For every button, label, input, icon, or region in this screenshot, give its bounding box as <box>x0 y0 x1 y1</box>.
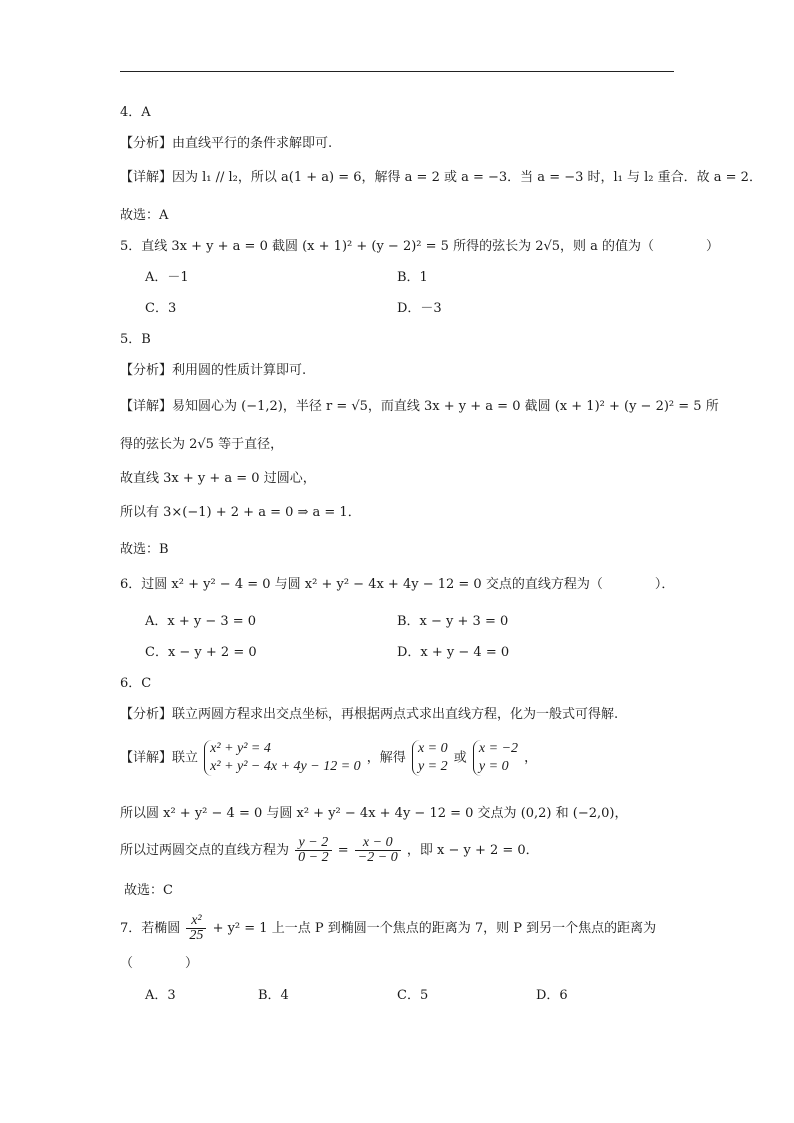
choice-6: 故选：C <box>124 883 173 898</box>
detail-5-line3: 故直线 3x + y + a = 0 过圆心， <box>120 471 316 486</box>
ellipse-fraction-denominator: 25 <box>189 928 204 943</box>
q5-option-c: C．3 <box>145 301 177 316</box>
analysis-6: 【分析】联立两圆方程求出交点坐标，再根据两点式求出直线方程，化为一般式可得解. <box>120 707 619 722</box>
system-eq-2: x² + y² − 4x + 4y − 12 = 0 <box>210 759 361 774</box>
ellipse-fraction-numerator: x² <box>186 914 206 929</box>
analysis-4: 【分析】由直线平行的条件求解即可. <box>120 136 333 151</box>
q7-option-b: B．4 <box>258 988 289 1003</box>
solution-1-x: x = 0 <box>417 741 448 756</box>
q6-option-c: C．x − y + 2 = 0 <box>145 645 257 660</box>
question-5: 5．直线 3x + y + a = 0 截圆 (x + 1)² + (y − 2)² = 5 所得的弦长为 2√5，则 a 的值为（ ） <box>120 239 720 254</box>
detail-4: 【详解】因为 l₁ // l₂，所以 a(1 + a) = 6，解得 a = 2 或 a = −3．当 a = −3 时，l₁ 与 l₂ 重合．故 a = 2． <box>120 170 762 185</box>
solve-text: ，解得 <box>366 750 406 766</box>
question-6: 6．过圆 x² + y² − 4 = 0 与圆 x² + y² − 4x + 4y − 12 = 0 交点的直线方程为（ ）． <box>120 577 675 592</box>
equals-sign: = <box>337 843 349 858</box>
detail-5-line4: 所以有 3×(−1) + 2 + a = 0 ⇒ a = 1． <box>120 505 361 520</box>
fraction-x <box>355 836 401 865</box>
answer-4: 4．A <box>120 105 151 120</box>
fraction-x-numerator: x − 0 <box>355 836 401 851</box>
ellipse-fraction <box>186 914 206 943</box>
choice-5: 故选：B <box>120 542 169 557</box>
equation-system <box>204 740 361 776</box>
q7-option-d: D．6 <box>536 988 568 1003</box>
line-eq-prefix: 所以过两圆交点的直线方程为 <box>120 843 290 858</box>
detail-6-intersections: 所以圆 x² + y² − 4 = 0 与圆 x² + y² − 4x + 4y − 12 = 0 交点为 (0,2) 和 (−2,0)， <box>120 806 628 821</box>
solution-1 <box>412 740 448 776</box>
q7-option-c: C．5 <box>397 988 429 1003</box>
header-rule <box>120 71 674 72</box>
fraction-y-denominator: 0 − 2 <box>298 850 329 865</box>
solution-2-y: y = 0 <box>478 759 509 774</box>
detail-5-line1: 【详解】易知圆心为 (−1,2)，半径 r = √5，而直线 3x + y + a = 0 截圆 (x + 1)² + (y − 2)² = 5 所 <box>120 399 719 414</box>
q5-option-d: D．－3 <box>397 301 442 316</box>
detail-6-system-line <box>120 740 537 776</box>
analysis-5: 【分析】利用圆的性质计算即可. <box>120 363 307 378</box>
detail-6-line-equation <box>120 836 539 865</box>
or-text: 或 <box>453 750 467 766</box>
line-eq-result: ，即 x − y + 2 = 0． <box>406 843 539 858</box>
fraction-y <box>295 836 331 865</box>
solution-2 <box>473 740 518 776</box>
choice-4: 故选：A <box>120 208 169 223</box>
comma: ， <box>524 750 538 766</box>
q5-option-b: B．1 <box>397 270 428 285</box>
fraction-y-numerator: y − 2 <box>295 836 331 851</box>
detail-5-line2: 得的弦长为 2√5 等于直径， <box>120 437 284 452</box>
question-7-prefix: 7．若椭圆 <box>120 921 181 936</box>
system-eq-1: x² + y² = 4 <box>210 741 271 756</box>
fraction-x-denominator: −2 − 0 <box>357 850 398 865</box>
q7-option-a: A．3 <box>145 988 176 1003</box>
q6-option-a: A．x + y − 3 = 0 <box>145 614 257 629</box>
answer-5: 5．B <box>120 332 151 347</box>
q5-option-a: A．－1 <box>145 270 189 285</box>
detail-6-prefix: 【详解】联立 <box>120 750 199 766</box>
question-7 <box>120 914 656 943</box>
solution-2-x: x = −2 <box>478 741 519 756</box>
q6-option-b: B．x − y + 3 = 0 <box>397 614 509 629</box>
solution-1-y: y = 2 <box>417 759 448 774</box>
answer-6: 6．C <box>120 676 152 691</box>
question-7-bracket: （ ） <box>120 956 199 971</box>
question-7-text: + y² = 1 上一点 P 到椭圆一个焦点的距离为 7，则 P 到另一个焦点的距离为 <box>212 921 657 936</box>
q6-option-d: D．x + y − 4 = 0 <box>397 645 510 660</box>
